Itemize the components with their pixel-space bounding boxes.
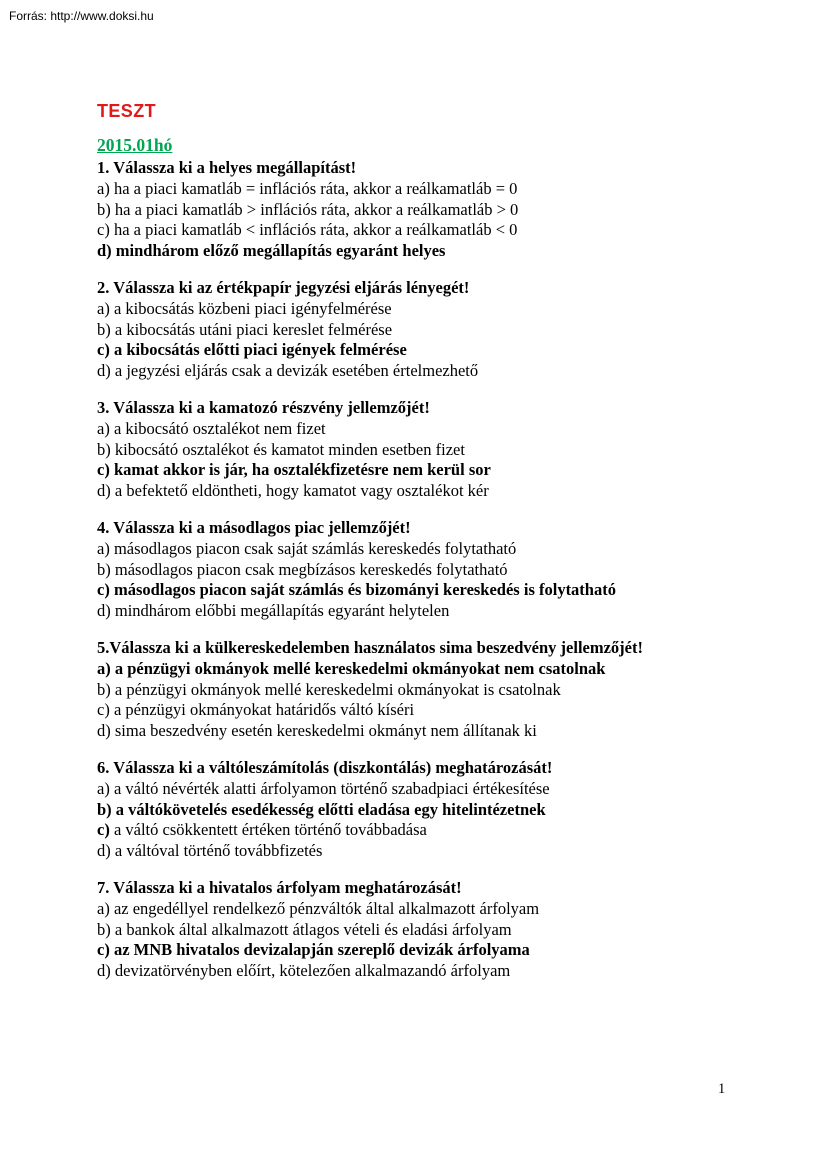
question-header: 1. Válassza ki a helyes megállapítást! [97,158,357,177]
question-block [97,518,787,622]
source-url-label: Forrás: http://www.doksi.hu [9,9,154,23]
date-heading: 2015.01hó [97,135,173,155]
answer-option: a) a kibocsátó osztalékot nem fizet [97,418,326,438]
questions-list [97,158,787,982]
answer-option: d) mindhárom előző megállapítás egyaránt helyes [97,241,446,261]
answer-option: a) a kibocsátás közbeni piaci igényfelmérése [97,298,392,318]
question-block [97,278,787,382]
answer-option: d) a jegyzési eljárás csak a devizák esetében értelmezhető [97,361,479,381]
answer-option: a) másodlagos piacon csak saját számlás kereskedés folytatható [97,538,517,558]
answer-option: b) a kibocsátás utáni piaci kereslet felmérése [97,319,393,339]
answer-option: d) mindhárom előbbi megállapítás egyaránt helytelen [97,601,450,621]
answer-option: a) az engedéllyel rendelkező pénzváltók által alkalmazott árfolyam [97,898,540,918]
answer-option: a) a pénzügyi okmányok mellé kereskedelmi okmányokat nem csatolnak [97,658,606,678]
answer-option [97,820,787,841]
answer-option: d) sima beszedvény esetén kereskedelmi okmányt nem állítanak ki [97,721,537,741]
question-header: 7. Válassza ki a hivatalos árfolyam meghatározását! [97,877,462,897]
answer-option: c) a pénzügyi okmányokat határidős váltó kíséri [97,700,415,720]
question-header: 5.Válassza ki a külkereskedelemben használatos sima beszedvény jellemzőjét! [97,637,643,657]
question-block [97,158,787,262]
answer-option: a) a váltó névérték alatti árfolyamon történő szabadpiaci értékesítése [97,778,550,798]
answer-option: d) a váltóval történő továbbfizetés [97,841,323,861]
question-block [97,638,787,742]
question-header: 6. Válassza ki a váltóleszámítolás (diszkontálás) meghatározását! [97,757,553,777]
question-block [97,878,787,982]
answer-option: b) ha a piaci kamatláb > inflációs ráta, akkor a reálkamatláb > 0 [97,199,519,219]
question-header: 2. Válassza ki az értékpapír jegyzési eljárás lényegét! [97,277,470,297]
answer-option: d) devizatörvényben előírt, kötelezően alkalmazandó árfolyam [97,961,511,981]
question-block [97,758,787,862]
answer-option: b) kibocsátó osztalékot és kamatot minden esetben fizet [97,439,465,459]
answer-option: c) ha a piaci kamatláb < inflációs ráta, akkor a reálkamatláb < 0 [97,220,518,240]
answer-option: b) a váltókövetelés esedékesség előtti eladása egy hitelintézetnek [97,799,546,819]
answer-option: c) az MNB hivatalos devizalapján szereplő devizák árfolyama [97,940,530,960]
answer-option: d) a befektető eldöntheti, hogy kamatot vagy osztalékot kér [97,481,489,501]
answer-option: b) a bankok által alkalmazott átlagos vételi és eladási árfolyam [97,919,512,939]
answer-option-text: a váltó csökkentett értéken történő továbbadása [109,820,427,840]
answer-option: c) másodlagos piacon saját számlás és bizományi kereskedés is folytatható [97,580,616,600]
question-header: 4. Válassza ki a másodlagos piac jellemzőjét! [97,517,411,537]
answer-option: b) másodlagos piacon csak megbízásos kereskedés folytatható [97,559,508,579]
question-header: 3. Válassza ki a kamatozó részvény jellemzőjét! [97,397,430,417]
answer-option: b) a pénzügyi okmányok mellé kereskedelmi okmányokat is csatolnak [97,679,561,699]
page-title: TESZT [97,101,156,121]
page-number: 1 [718,1081,726,1097]
question-block [97,398,787,502]
document-body [97,101,787,998]
answer-option-prefix: c) [97,820,110,840]
answer-option: c) kamat akkor is jár, ha osztalékfizetésre nem kerül sor [97,460,491,480]
answer-option: c) a kibocsátás előtti piaci igények felmérése [97,340,407,360]
answer-option: a) ha a piaci kamatláb = inflációs ráta, akkor a reálkamatláb = 0 [97,178,518,198]
